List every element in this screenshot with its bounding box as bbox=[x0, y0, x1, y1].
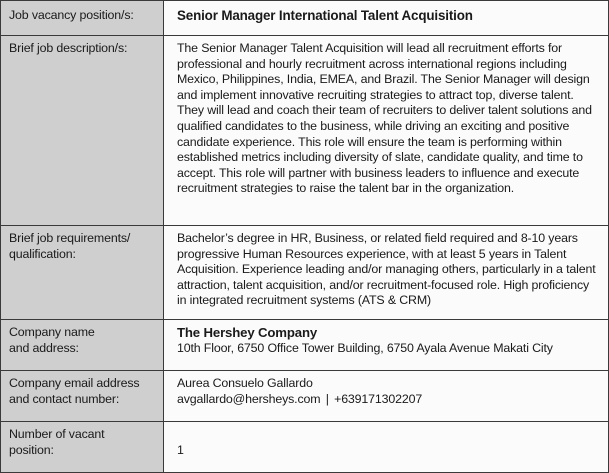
company-address: 10th Floor, 6750 Office Tower Building, 6750 Ayala Avenue Makati City bbox=[177, 340, 553, 355]
contact-phone: +639171302207 bbox=[334, 391, 423, 406]
contact-label-line1: Company email address bbox=[9, 376, 140, 390]
position-row bbox=[1, 1, 609, 36]
company-label-line2: and address: bbox=[9, 340, 79, 355]
company-row bbox=[1, 320, 609, 371]
position-label: Job vacancy position/s: bbox=[1, 1, 164, 36]
contact-separator: | bbox=[325, 391, 329, 406]
company-value-cell bbox=[164, 320, 609, 371]
contact-label-cell bbox=[1, 371, 164, 422]
requirements-row bbox=[1, 226, 609, 320]
company-label-cell bbox=[1, 320, 164, 371]
requirements-value: Bachelor’s degree in HR, Business, or related field required and 8-10 years progressive Human Resources experience, with at least 5 years in Talent Acquisition. Experience leading and/or managing others, particularly in a talent attraction, talent acquisition, and/or recruitment-focused role. High proficiency in integrated recruitment systems (ATS & CRM) bbox=[164, 226, 609, 320]
description-value: The Senior Manager Talent Acquisition will lead all recruitment efforts for professional and hourly recruitment across international regions including Mexico, Philippines, India, EMEA, and Brazil. The Senior Manager will design and implement innovative recruiting strategies to attract top, diverse talent. They will lead and coach their team of recruiters to deliver talent solutions and qualified candidates to the business, while driving an exciting and positive candidate experience. This role will ensure the team is performing within established metrics including diversity of slate, candidate quality, and time to accept. This role will partner with business leaders to influence and execute recruitment strategies to raise the talent bar in the organization. bbox=[164, 36, 609, 226]
vacancies-label-line1: Number of vacant bbox=[9, 427, 105, 441]
vacancies-label-line2: position: bbox=[9, 442, 54, 457]
description-label: Brief job description/s: bbox=[1, 36, 164, 226]
position-value: Senior Manager International Talent Acquisition bbox=[177, 8, 473, 23]
contact-label-line2: and contact number: bbox=[9, 391, 120, 406]
vacancies-row bbox=[1, 422, 609, 473]
vacancies-value-cell bbox=[164, 422, 609, 473]
requirements-label: Brief job requirements/ qualification: bbox=[1, 226, 164, 320]
company-label-line1: Company name bbox=[9, 325, 95, 339]
contact-details bbox=[177, 392, 598, 408]
contact-person: Aurea Consuelo Gallardo bbox=[177, 376, 313, 390]
contact-email[interactable]: avgallardo@hersheys.com bbox=[177, 391, 321, 406]
company-name: The Hershey Company bbox=[177, 325, 318, 340]
description-row bbox=[1, 36, 609, 226]
vacancies-label-cell bbox=[1, 422, 164, 473]
vacancies-value: 1 bbox=[177, 443, 184, 457]
contact-value-cell bbox=[164, 371, 609, 422]
contact-row bbox=[1, 371, 609, 422]
position-value-cell bbox=[164, 1, 609, 36]
